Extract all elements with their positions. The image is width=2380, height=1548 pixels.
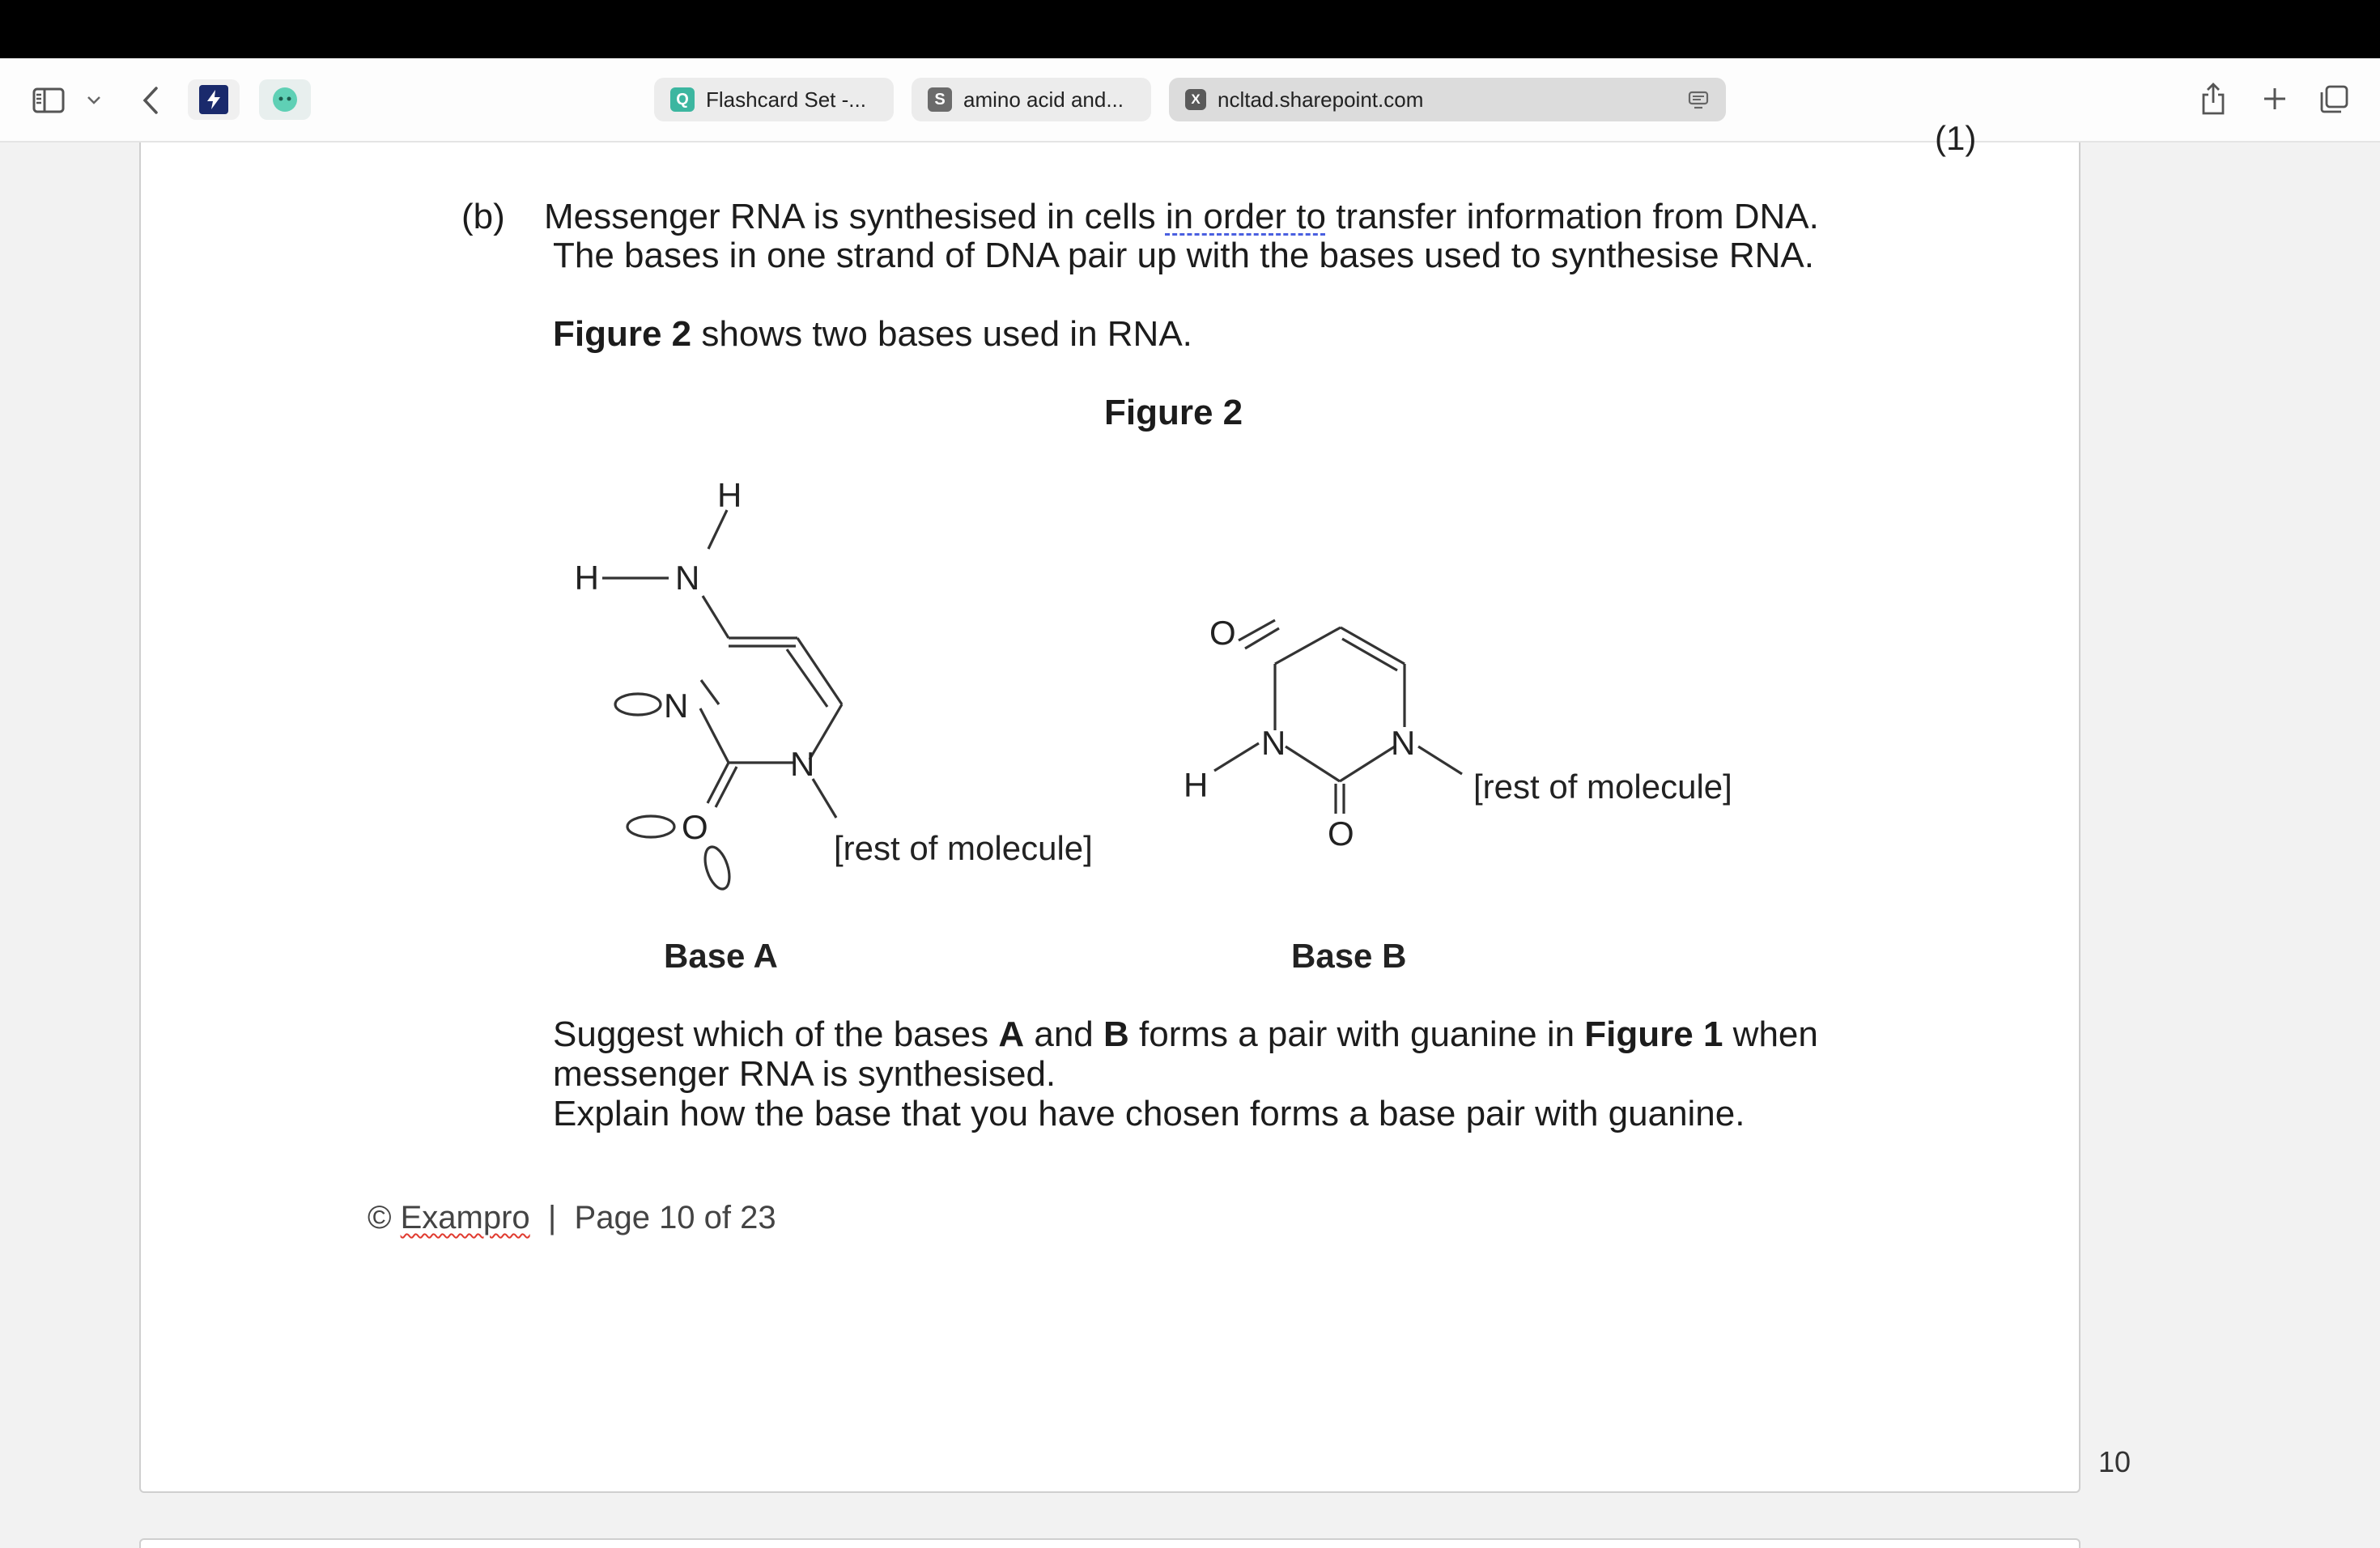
atom-h-left: H	[574, 559, 599, 597]
base-b-label: Base B	[1291, 937, 1407, 975]
atom-n-amine: N	[675, 559, 700, 597]
base-a-structure	[602, 510, 842, 892]
reader-icon[interactable]	[1687, 89, 1710, 112]
tab-label: Flashcard Set -...	[706, 87, 866, 112]
sidebar-icon[interactable]	[31, 83, 66, 118]
next-document-page	[139, 1538, 2080, 1548]
browser-toolbar	[0, 58, 2380, 142]
base-b-structure	[1214, 620, 1462, 814]
system-menu-bar	[0, 0, 2380, 58]
base-b-atoms	[1184, 614, 1732, 853]
atom-n-ring-left: N	[664, 687, 689, 725]
tab-amino-acid[interactable]	[912, 78, 1151, 121]
figure-title: Figure 2	[1104, 393, 1243, 432]
tab-flashcard-set[interactable]	[654, 78, 894, 121]
atom-h-top: H	[717, 476, 742, 514]
base-a-rest-of-molecule: [rest of molecule]	[834, 829, 1093, 867]
tab-sharepoint[interactable]	[1169, 78, 1726, 121]
atom-o-top: O	[1209, 614, 1236, 652]
question-line-3: Explain how the base that you have chosen forms a base pair with guanine.	[553, 1094, 1745, 1133]
back-icon[interactable]	[134, 83, 167, 118]
intro-line-2: The bases in one strand of DNA pair up with the bases used to synthesise RNA.	[553, 236, 1814, 275]
quizlet-favicon-icon: Q	[670, 87, 695, 112]
atom-n-right: N	[1391, 724, 1416, 762]
cut-off-mark: (1)	[1935, 119, 1977, 157]
base-a-label: Base A	[664, 937, 778, 975]
plus-icon[interactable]	[2259, 83, 2291, 115]
s-favicon-icon: S	[928, 87, 952, 112]
tab-label: amino acid and...	[963, 87, 1124, 112]
share-icon[interactable]	[2197, 79, 2229, 118]
chevron-down-icon[interactable]	[84, 91, 104, 110]
atom-h: H	[1184, 766, 1209, 804]
page-footer: © Exampro | Page 10 of 23	[368, 1200, 776, 1235]
chat-extension-icon[interactable]	[259, 79, 311, 120]
lightning-extension-icon[interactable]	[188, 79, 240, 120]
atom-o-bottom: O	[1328, 814, 1354, 853]
question-line-2: messenger RNA is synthesised.	[553, 1054, 1056, 1094]
margin-page-number: 10	[2098, 1445, 2131, 1478]
figure-2-diagram	[567, 461, 1797, 996]
tab-overview-icon[interactable]	[2317, 83, 2351, 117]
intro-line-1: Messenger RNA is synthesised in cells in order to transfer information from DNA.	[544, 197, 1819, 236]
exampro-brand[interactable]: Exampro	[400, 1200, 530, 1235]
atom-o: O	[682, 808, 708, 846]
base-b-rest-of-molecule: [rest of molecule]	[1473, 768, 1732, 806]
excel-favicon-icon: X	[1185, 89, 1206, 110]
tab-label: ncltad.sharepoint.com	[1218, 87, 1424, 112]
atom-n-left: N	[1261, 724, 1286, 762]
question-line-1: Suggest which of the bases A and B forms a pair with guanine in Figure 1 when	[553, 1014, 1818, 1054]
figure-reference: Figure 2 shows two bases used in RNA.	[553, 314, 1192, 354]
grammar-flag[interactable]: in order to	[1165, 197, 1326, 236]
part-label: (b)	[461, 197, 505, 236]
atom-n-ring-bottom: N	[790, 745, 815, 783]
base-a-atoms	[575, 476, 1093, 867]
